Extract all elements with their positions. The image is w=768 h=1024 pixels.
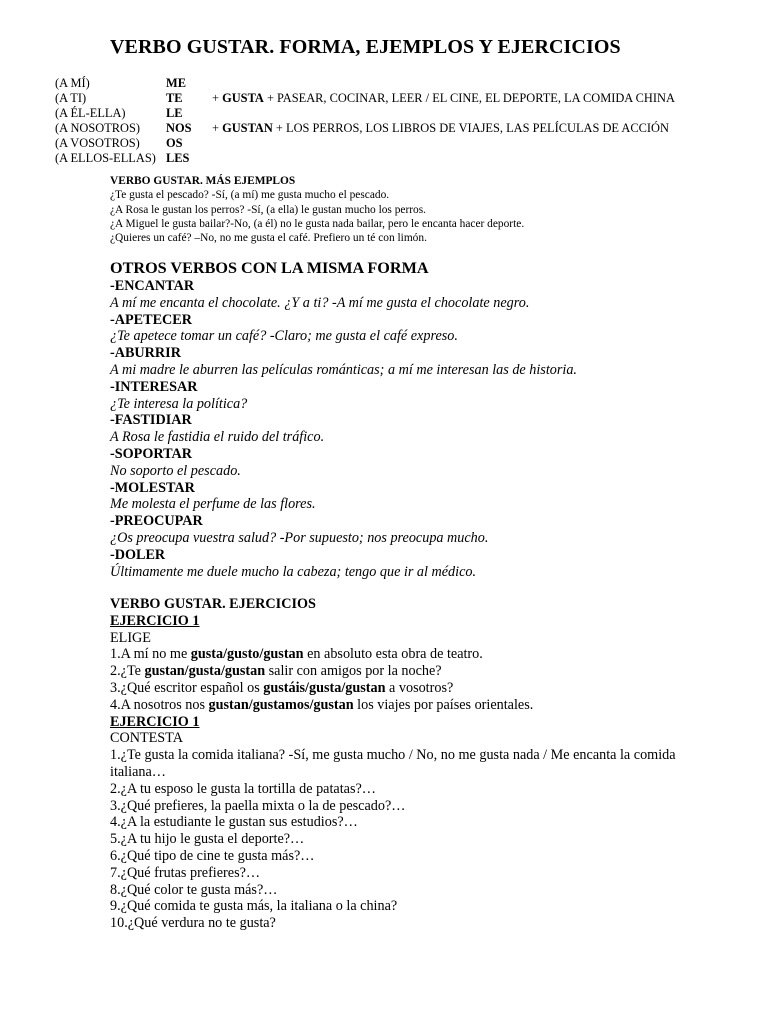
- subject-phrase: (A MÍ): [55, 76, 90, 90]
- exercises-heading: VERBO GUSTAR. EJERCICIOS: [110, 596, 316, 612]
- exercise-item: [110, 646, 730, 663]
- exercise-segment: 3.¿Qué escritor español os: [110, 679, 264, 696]
- object-pronoun: ME: [166, 76, 186, 90]
- object-pronoun: NOS: [166, 121, 192, 135]
- exercise-1-title: EJERCICIO 1: [110, 612, 200, 629]
- verb-example: ¿Te interesa la política?: [110, 395, 248, 412]
- exercise-segment: en absoluto esta obra de teatro.: [303, 646, 483, 663]
- conjugation-table: [55, 76, 675, 166]
- verb-example: No soporto el pescado.: [110, 462, 241, 479]
- exercise-question: 1.¿Te gusta la comida italiana? -Sí, me gusta mucho / No, no me gusta nada / Me encanta la comida italiana…: [110, 747, 676, 780]
- more-examples-heading: VERBO GUSTAR. MÁS EJEMPLOS: [110, 175, 296, 187]
- exercise-segment: salir con amigos por la noche?: [265, 663, 442, 680]
- exercise-segment: gusta/gusto/gustan: [190, 646, 304, 663]
- formula-segment: + LOS PERROS, LOS LIBROS DE VIAJES, LAS PELÍCULAS DE ACCIÓN: [272, 121, 669, 135]
- verb-label: -DOLER: [110, 546, 166, 563]
- exercise-1-instruction: ELIGE: [110, 629, 151, 646]
- exercise-question: 5.¿A tu hijo le gusta el deporte?…: [110, 831, 305, 848]
- verb-example: Me molesta el perfume de las flores.: [110, 496, 316, 513]
- example-line: ¿Quieres un café? –No, no me gusta el café. Prefiero un té con limón.: [110, 232, 427, 245]
- conjugation-row: [55, 151, 675, 166]
- subject-phrase: (A ELLOS-ELLAS): [55, 151, 156, 165]
- formula-segment: +: [212, 121, 223, 135]
- exercise-question: 7.¿Qué frutas prefieres?…: [110, 864, 261, 881]
- verb-label: -ABURRIR: [110, 345, 181, 362]
- exercises-section: [110, 596, 730, 932]
- exercise-segment: 2.¿Te: [110, 663, 145, 680]
- exercise-question: 6.¿Qué tipo de cine te gusta más?…: [110, 847, 315, 864]
- verb-label: -PREOCUPAR: [110, 513, 203, 530]
- exercise-segment: gustan/gustamos/gustan: [208, 696, 354, 713]
- exercise-segment: 1.A mí no me: [110, 646, 191, 663]
- verb-example: ¿Os preocupa vuestra salud? -Por supuesto; nos preocupa mucho.: [110, 529, 489, 546]
- verb-example: A mi madre le aburren las películas románticas; a mí me interesan las de historia.: [110, 361, 577, 378]
- exercise-item: [110, 663, 730, 680]
- verb-label: -FASTIDIAR: [110, 412, 192, 429]
- exercise-question: 10.¿Qué verdura no te gusta?: [110, 915, 276, 932]
- exercise-2-items: [110, 747, 730, 932]
- formula-segment: GUSTA: [222, 91, 264, 105]
- other-verbs-section: [110, 259, 577, 580]
- exercise-2-title: EJERCICIO 1: [110, 713, 200, 730]
- object-pronoun: OS: [166, 136, 183, 150]
- conjugation-row: [55, 76, 675, 91]
- conjugation-row: [55, 106, 675, 121]
- verb-label: -MOLESTAR: [110, 479, 195, 496]
- exercise-segment: a vosotros?: [385, 679, 454, 696]
- object-pronoun: LE: [166, 106, 183, 120]
- formula-segment: +: [212, 91, 223, 105]
- formula-segment: + PASEAR, COCINAR, LEER / EL CINE, EL DEPORTE, LA COMIDA CHINA: [263, 91, 675, 105]
- conjugation-row: [55, 91, 675, 106]
- verb-formula: [212, 91, 675, 106]
- exercise-segment: gustan/gusta/gustan: [144, 663, 266, 680]
- formula-segment: GUSTAN: [222, 121, 273, 135]
- exercise-segment: 4.A nosotros nos: [110, 696, 209, 713]
- more-examples-section: [110, 174, 524, 245]
- page-title: VERBO GUSTAR. FORMA, EJEMPLOS Y EJERCICIOS: [110, 36, 621, 58]
- other-verbs-heading: OTROS VERBOS CON LA MISMA FORMA: [110, 259, 429, 277]
- exercise-question: 2.¿A tu esposo le gusta la tortilla de patatas?…: [110, 780, 376, 797]
- exercise-1-items: [110, 646, 730, 713]
- conjugation-row: [55, 136, 675, 151]
- example-line: ¿A Rosa le gustan los perros? -Sí, (a ella) le gustan mucho los perros.: [110, 203, 427, 216]
- verb-label: -ENCANTAR: [110, 278, 195, 294]
- conjugation-row: [55, 121, 675, 136]
- exercise-item: [110, 697, 730, 714]
- verb-label: -SOPORTAR: [110, 445, 192, 462]
- verb-label: -INTERESAR: [110, 378, 198, 395]
- subject-phrase: (A TI): [55, 91, 87, 105]
- verb-example: ¿Te apetece tomar un café? -Claro; me gusta el café expreso.: [110, 328, 458, 345]
- exercise-question: 8.¿Qué color te gusta más?…: [110, 881, 278, 898]
- exercise-segment: los viajes por países orientales.: [353, 696, 534, 713]
- exercise-question: 3.¿Qué prefieres, la paella mixta o la de pescado?…: [110, 797, 406, 814]
- verb-example: A Rosa le fastidia el ruido del tráfico.: [110, 429, 325, 446]
- subject-phrase: (A ÉL-ELLA): [55, 106, 126, 120]
- subject-phrase: (A NOSOTROS): [55, 121, 141, 135]
- example-line: ¿Te gusta el pescado? -Sí, (a mí) me gusta mucho el pescado.: [110, 189, 390, 202]
- example-line: ¿A Miguel le gusta bailar?-No, (a él) no le gusta nada bailar, pero le encanta hacer deporte.: [110, 217, 525, 230]
- exercise-question: 9.¿Qué comida te gusta más, la italiana o la china?: [110, 898, 398, 915]
- exercise-item: [110, 680, 730, 697]
- exercise-2-instruction: CONTESTA: [110, 730, 183, 747]
- exercise-question: 4.¿A la estudiante le gustan sus estudios?…: [110, 814, 358, 831]
- verb-example: A mí me encanta el chocolate. ¿Y a ti? -A mí me gusta el chocolate negro.: [110, 294, 530, 311]
- verb-formula: [212, 121, 669, 136]
- verb-label: -APETECER: [110, 311, 192, 328]
- verb-example: Últimamente me duele mucho la cabeza; tengo que ir al médico.: [110, 563, 477, 580]
- exercise-segment: gustáis/gusta/gustan: [263, 679, 386, 696]
- subject-phrase: (A VOSOTROS): [55, 136, 140, 150]
- object-pronoun: LES: [166, 151, 190, 165]
- object-pronoun: TE: [166, 91, 183, 105]
